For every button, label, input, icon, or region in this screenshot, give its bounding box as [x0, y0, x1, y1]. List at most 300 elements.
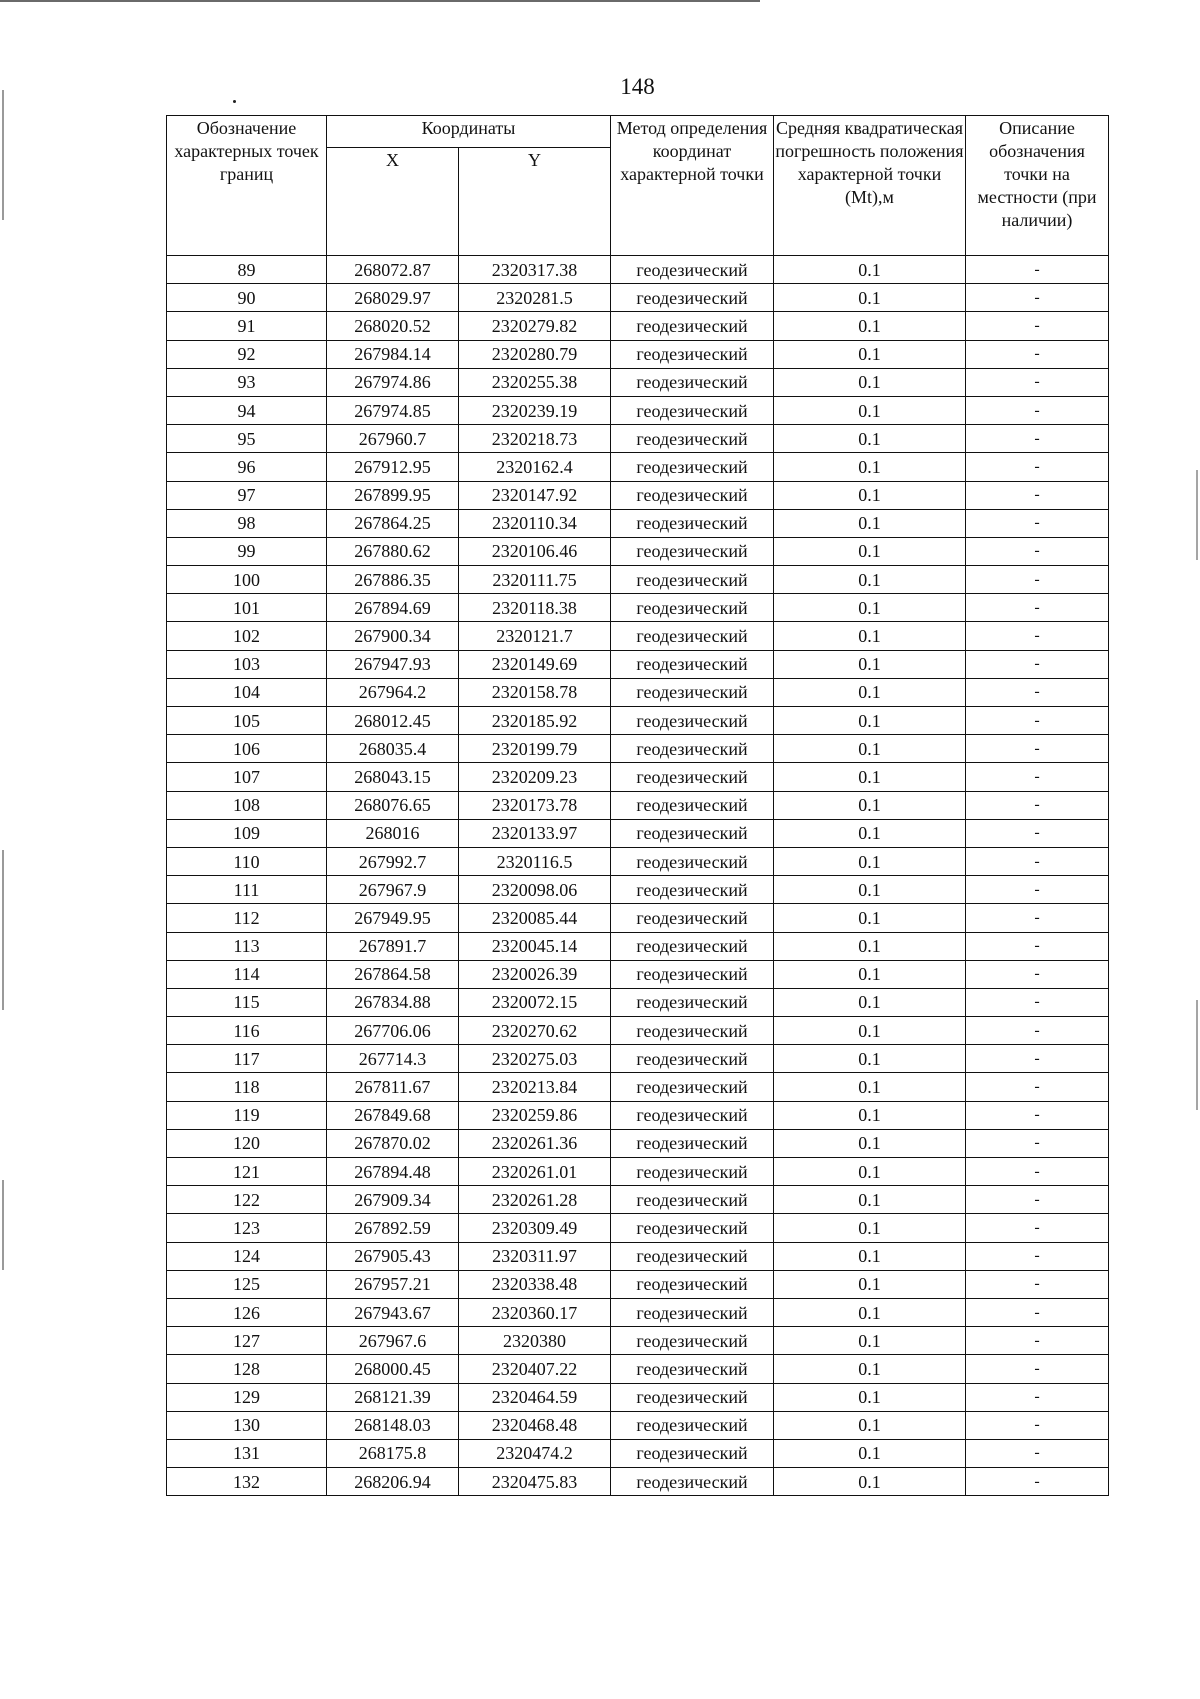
cell-point: 126 [167, 1298, 327, 1326]
scan-speck [233, 100, 236, 103]
cell-error: 0.1 [774, 791, 966, 819]
cell-description: - [966, 876, 1109, 904]
cell-x: 267947.93 [327, 650, 459, 678]
cell-method: геодезический [611, 960, 774, 988]
cell-x: 268043.15 [327, 763, 459, 791]
table-row [167, 735, 1109, 763]
cell-description: - [966, 368, 1109, 396]
cell-error: 0.1 [774, 1270, 966, 1298]
table-row [167, 763, 1109, 791]
cell-point: 96 [167, 453, 327, 481]
scan-edge-right [1196, 470, 1198, 560]
cell-point: 125 [167, 1270, 327, 1298]
cell-point: 129 [167, 1383, 327, 1411]
cell-x: 268148.03 [327, 1411, 459, 1439]
cell-method: геодезический [611, 368, 774, 396]
cell-x: 267974.85 [327, 396, 459, 424]
cell-error: 0.1 [774, 566, 966, 594]
cell-point: 120 [167, 1129, 327, 1157]
cell-point: 116 [167, 1017, 327, 1045]
cell-error: 0.1 [774, 763, 966, 791]
cell-point: 127 [167, 1327, 327, 1355]
cell-method: геодезический [611, 1327, 774, 1355]
cell-x: 268206.94 [327, 1468, 459, 1496]
cell-x: 268029.97 [327, 284, 459, 312]
table-row [167, 481, 1109, 509]
cell-error: 0.1 [774, 1158, 966, 1186]
cell-point: 95 [167, 425, 327, 453]
cell-point: 105 [167, 707, 327, 735]
cell-y: 2320149.69 [459, 650, 611, 678]
cell-x: 267905.43 [327, 1242, 459, 1270]
cell-y: 2320474.2 [459, 1439, 611, 1467]
cell-error: 0.1 [774, 988, 966, 1016]
cell-description: - [966, 988, 1109, 1016]
cell-x: 267960.7 [327, 425, 459, 453]
table-row [167, 1327, 1109, 1355]
cell-point: 103 [167, 650, 327, 678]
cell-error: 0.1 [774, 904, 966, 932]
cell-description: - [966, 1298, 1109, 1326]
cell-error: 0.1 [774, 932, 966, 960]
cell-method: геодезический [611, 1298, 774, 1326]
cell-error: 0.1 [774, 1468, 966, 1496]
cell-y: 2320270.62 [459, 1017, 611, 1045]
table-row [167, 1355, 1109, 1383]
header-coordinates: Координаты [327, 116, 611, 148]
cell-x: 267992.7 [327, 847, 459, 875]
cell-error: 0.1 [774, 650, 966, 678]
cell-error: 0.1 [774, 284, 966, 312]
cell-error: 0.1 [774, 1411, 966, 1439]
cell-y: 2320106.46 [459, 537, 611, 565]
cell-method: геодезический [611, 1439, 774, 1467]
cell-error: 0.1 [774, 1383, 966, 1411]
cell-point: 113 [167, 932, 327, 960]
cell-error: 0.1 [774, 1101, 966, 1129]
cell-error: 0.1 [774, 1242, 966, 1270]
scan-edge-left [2, 850, 4, 1010]
table-row [167, 509, 1109, 537]
cell-point: 97 [167, 481, 327, 509]
scan-border-top [0, 0, 760, 2]
cell-y: 2320407.22 [459, 1355, 611, 1383]
table-row [167, 650, 1109, 678]
cell-y: 2320118.38 [459, 594, 611, 622]
header-error: Средняя квадратическая погрешность положения характерной точки (Mt),м [774, 116, 966, 256]
table-row [167, 1073, 1109, 1101]
table-row [167, 1439, 1109, 1467]
cell-method: геодезический [611, 340, 774, 368]
cell-point: 114 [167, 960, 327, 988]
cell-description: - [966, 650, 1109, 678]
table-row [167, 904, 1109, 932]
cell-x: 267909.34 [327, 1186, 459, 1214]
cell-error: 0.1 [774, 1439, 966, 1467]
cell-method: геодезический [611, 566, 774, 594]
cell-method: геодезический [611, 537, 774, 565]
cell-x: 267949.95 [327, 904, 459, 932]
cell-point: 111 [167, 876, 327, 904]
table-row [167, 1383, 1109, 1411]
cell-method: геодезический [611, 650, 774, 678]
cell-x: 267900.34 [327, 622, 459, 650]
cell-method: геодезический [611, 707, 774, 735]
cell-y: 2320158.78 [459, 678, 611, 706]
cell-error: 0.1 [774, 1073, 966, 1101]
cell-point: 94 [167, 396, 327, 424]
cell-y: 2320475.83 [459, 1468, 611, 1496]
cell-description: - [966, 707, 1109, 735]
cell-method: геодезический [611, 1468, 774, 1496]
table-row [167, 425, 1109, 453]
table-row [167, 284, 1109, 312]
cell-point: 110 [167, 847, 327, 875]
table-row [167, 960, 1109, 988]
cell-description: - [966, 622, 1109, 650]
cell-method: геодезический [611, 1045, 774, 1073]
cell-y: 2320085.44 [459, 904, 611, 932]
cell-method: геодезический [611, 1101, 774, 1129]
scan-edge-left [2, 1180, 4, 1270]
cell-point: 108 [167, 791, 327, 819]
table-row [167, 368, 1109, 396]
cell-method: геодезический [611, 453, 774, 481]
cell-y: 2320098.06 [459, 876, 611, 904]
cell-method: геодезический [611, 678, 774, 706]
cell-description: - [966, 594, 1109, 622]
cell-y: 2320111.75 [459, 566, 611, 594]
table-row [167, 1017, 1109, 1045]
table-row [167, 1129, 1109, 1157]
cell-description: - [966, 904, 1109, 932]
cell-description: - [966, 932, 1109, 960]
cell-y: 2320199.79 [459, 735, 611, 763]
cell-x: 267967.6 [327, 1327, 459, 1355]
cell-description: - [966, 1411, 1109, 1439]
scan-edge-right [1196, 1000, 1198, 1110]
cell-description: - [966, 1439, 1109, 1467]
cell-y: 2320209.23 [459, 763, 611, 791]
cell-point: 123 [167, 1214, 327, 1242]
cell-method: геодезический [611, 509, 774, 537]
cell-error: 0.1 [774, 622, 966, 650]
cell-y: 2320116.5 [459, 847, 611, 875]
cell-y: 2320279.82 [459, 312, 611, 340]
table-row [167, 932, 1109, 960]
cell-error: 0.1 [774, 707, 966, 735]
cell-description: - [966, 1327, 1109, 1355]
cell-method: геодезический [611, 1383, 774, 1411]
table-row [167, 988, 1109, 1016]
cell-description: - [966, 1242, 1109, 1270]
cell-error: 0.1 [774, 594, 966, 622]
cell-method: геодезический [611, 425, 774, 453]
cell-x: 267912.95 [327, 453, 459, 481]
cell-description: - [966, 453, 1109, 481]
cell-x: 267974.86 [327, 368, 459, 396]
cell-point: 122 [167, 1186, 327, 1214]
header-y: Y [459, 148, 611, 256]
cell-x: 267714.3 [327, 1045, 459, 1073]
cell-y: 2320261.28 [459, 1186, 611, 1214]
cell-point: 109 [167, 819, 327, 847]
cell-y: 2320280.79 [459, 340, 611, 368]
cell-method: геодезический [611, 256, 774, 284]
table-body [167, 256, 1109, 1496]
table-row [167, 707, 1109, 735]
cell-description: - [966, 312, 1109, 340]
cell-y: 2320173.78 [459, 791, 611, 819]
cell-x: 268016 [327, 819, 459, 847]
cell-method: геодезический [611, 1017, 774, 1045]
cell-method: геодезический [611, 1355, 774, 1383]
cell-x: 267880.62 [327, 537, 459, 565]
cell-y: 2320110.34 [459, 509, 611, 537]
cell-error: 0.1 [774, 481, 966, 509]
cell-y: 2320360.17 [459, 1298, 611, 1326]
table-row [167, 566, 1109, 594]
cell-x: 267811.67 [327, 1073, 459, 1101]
cell-description: - [966, 1101, 1109, 1129]
cell-description: - [966, 1158, 1109, 1186]
cell-x: 267899.95 [327, 481, 459, 509]
cell-x: 267943.67 [327, 1298, 459, 1326]
cell-method: геодезический [611, 1129, 774, 1157]
coordinates-table [166, 115, 1109, 1496]
cell-x: 268035.4 [327, 735, 459, 763]
cell-point: 112 [167, 904, 327, 932]
cell-point: 100 [167, 566, 327, 594]
table-row [167, 876, 1109, 904]
table-row [167, 1270, 1109, 1298]
cell-y: 2320380 [459, 1327, 611, 1355]
cell-y: 2320309.49 [459, 1214, 611, 1242]
cell-method: геодезический [611, 312, 774, 340]
cell-y: 2320072.15 [459, 988, 611, 1016]
header-description: Описание обозначения точки на местности (при наличии) [966, 116, 1109, 256]
cell-description: - [966, 1017, 1109, 1045]
cell-x: 267957.21 [327, 1270, 459, 1298]
cell-description: - [966, 509, 1109, 537]
cell-x: 267894.48 [327, 1158, 459, 1186]
table-row [167, 256, 1109, 284]
cell-description: - [966, 791, 1109, 819]
table-row [167, 1045, 1109, 1073]
cell-method: геодезический [611, 1270, 774, 1298]
cell-description: - [966, 284, 1109, 312]
table-row [167, 1214, 1109, 1242]
cell-x: 268072.87 [327, 256, 459, 284]
table-row [167, 537, 1109, 565]
cell-y: 2320045.14 [459, 932, 611, 960]
cell-y: 2320317.38 [459, 256, 611, 284]
cell-error: 0.1 [774, 537, 966, 565]
cell-method: геодезический [611, 904, 774, 932]
cell-method: геодезический [611, 1073, 774, 1101]
cell-point: 131 [167, 1439, 327, 1467]
cell-method: геодезический [611, 932, 774, 960]
cell-description: - [966, 678, 1109, 706]
cell-point: 89 [167, 256, 327, 284]
cell-error: 0.1 [774, 1355, 966, 1383]
cell-y: 2320338.48 [459, 1270, 611, 1298]
cell-description: - [966, 1214, 1109, 1242]
header-method: Метод определения координат характерной точки [611, 116, 774, 256]
cell-description: - [966, 537, 1109, 565]
cell-method: геодезический [611, 1158, 774, 1186]
cell-method: геодезический [611, 819, 774, 847]
cell-point: 104 [167, 678, 327, 706]
cell-method: геодезический [611, 622, 774, 650]
cell-method: геодезический [611, 594, 774, 622]
cell-y: 2320281.5 [459, 284, 611, 312]
cell-description: - [966, 1355, 1109, 1383]
cell-y: 2320239.19 [459, 396, 611, 424]
cell-x: 267964.2 [327, 678, 459, 706]
cell-x: 267891.7 [327, 932, 459, 960]
cell-x: 268012.45 [327, 707, 459, 735]
cell-point: 102 [167, 622, 327, 650]
cell-y: 2320259.86 [459, 1101, 611, 1129]
table-row [167, 312, 1109, 340]
cell-method: геодезический [611, 763, 774, 791]
cell-error: 0.1 [774, 678, 966, 706]
table-row [167, 594, 1109, 622]
cell-point: 115 [167, 988, 327, 1016]
cell-y: 2320275.03 [459, 1045, 611, 1073]
cell-point: 118 [167, 1073, 327, 1101]
cell-description: - [966, 960, 1109, 988]
cell-description: - [966, 763, 1109, 791]
cell-point: 107 [167, 763, 327, 791]
cell-point: 101 [167, 594, 327, 622]
cell-y: 2320464.59 [459, 1383, 611, 1411]
cell-error: 0.1 [774, 847, 966, 875]
cell-y: 2320162.4 [459, 453, 611, 481]
cell-y: 2320261.36 [459, 1129, 611, 1157]
header-x: X [327, 148, 459, 256]
cell-error: 0.1 [774, 312, 966, 340]
cell-description: - [966, 1045, 1109, 1073]
header-point: Обозначение характерных точек границ [167, 116, 327, 256]
table-header [167, 116, 1109, 256]
cell-y: 2320121.7 [459, 622, 611, 650]
cell-x: 267984.14 [327, 340, 459, 368]
cell-description: - [966, 735, 1109, 763]
cell-error: 0.1 [774, 735, 966, 763]
cell-x: 267886.35 [327, 566, 459, 594]
page-number: 148 [620, 74, 655, 99]
cell-error: 0.1 [774, 1298, 966, 1326]
cell-error: 0.1 [774, 1327, 966, 1355]
cell-point: 93 [167, 368, 327, 396]
cell-y: 2320311.97 [459, 1242, 611, 1270]
cell-x: 268121.39 [327, 1383, 459, 1411]
cell-method: геодезический [611, 988, 774, 1016]
cell-x: 268076.65 [327, 791, 459, 819]
cell-y: 2320468.48 [459, 1411, 611, 1439]
table-row [167, 340, 1109, 368]
cell-method: геодезический [611, 284, 774, 312]
table-row [167, 622, 1109, 650]
cell-point: 99 [167, 537, 327, 565]
cell-y: 2320213.84 [459, 1073, 611, 1101]
cell-error: 0.1 [774, 368, 966, 396]
cell-description: - [966, 1270, 1109, 1298]
cell-y: 2320218.73 [459, 425, 611, 453]
cell-method: геодезический [611, 876, 774, 904]
cell-description: - [966, 819, 1109, 847]
cell-description: - [966, 1468, 1109, 1496]
cell-point: 90 [167, 284, 327, 312]
cell-x: 268175.8 [327, 1439, 459, 1467]
cell-error: 0.1 [774, 256, 966, 284]
cell-method: геодезический [611, 847, 774, 875]
cell-point: 91 [167, 312, 327, 340]
table-row [167, 1242, 1109, 1270]
table-row [167, 1411, 1109, 1439]
cell-error: 0.1 [774, 396, 966, 424]
cell-point: 128 [167, 1355, 327, 1383]
table-row [167, 791, 1109, 819]
table-row [167, 1298, 1109, 1326]
cell-method: геодезический [611, 791, 774, 819]
cell-error: 0.1 [774, 876, 966, 904]
cell-error: 0.1 [774, 1186, 966, 1214]
cell-description: - [966, 1073, 1109, 1101]
cell-y: 2320261.01 [459, 1158, 611, 1186]
table-row [167, 678, 1109, 706]
cell-description: - [966, 396, 1109, 424]
table-row [167, 1101, 1109, 1129]
cell-error: 0.1 [774, 1045, 966, 1073]
table-row [167, 1158, 1109, 1186]
cell-description: - [966, 340, 1109, 368]
cell-error: 0.1 [774, 1129, 966, 1157]
scan-edge-left [2, 90, 4, 220]
cell-error: 0.1 [774, 425, 966, 453]
cell-method: геодезический [611, 735, 774, 763]
cell-error: 0.1 [774, 1214, 966, 1242]
cell-error: 0.1 [774, 340, 966, 368]
cell-description: - [966, 425, 1109, 453]
cell-point: 119 [167, 1101, 327, 1129]
cell-x: 267706.06 [327, 1017, 459, 1045]
cell-point: 92 [167, 340, 327, 368]
cell-method: геодезический [611, 396, 774, 424]
cell-point: 98 [167, 509, 327, 537]
cell-x: 267834.88 [327, 988, 459, 1016]
cell-x: 267864.58 [327, 960, 459, 988]
cell-x: 267894.69 [327, 594, 459, 622]
cell-method: геодезический [611, 481, 774, 509]
cell-description: - [966, 566, 1109, 594]
cell-x: 268020.52 [327, 312, 459, 340]
cell-method: геодезический [611, 1411, 774, 1439]
cell-y: 2320026.39 [459, 960, 611, 988]
cell-error: 0.1 [774, 509, 966, 537]
cell-y: 2320147.92 [459, 481, 611, 509]
cell-method: геодезический [611, 1242, 774, 1270]
cell-x: 267849.68 [327, 1101, 459, 1129]
table-row [167, 1468, 1109, 1496]
cell-point: 117 [167, 1045, 327, 1073]
cell-x: 267870.02 [327, 1129, 459, 1157]
cell-y: 2320185.92 [459, 707, 611, 735]
table-row [167, 396, 1109, 424]
cell-error: 0.1 [774, 960, 966, 988]
